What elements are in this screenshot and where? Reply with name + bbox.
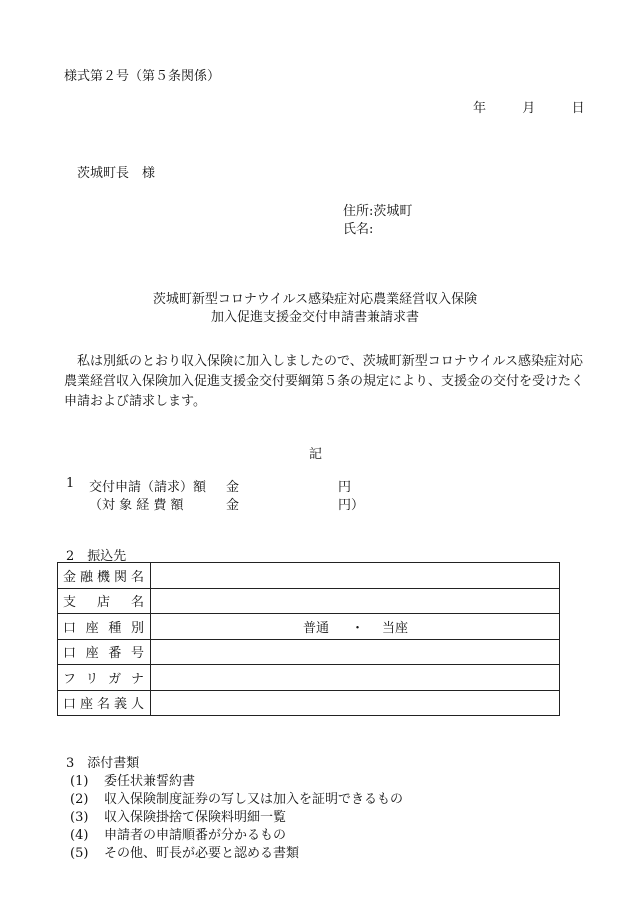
table-row xyxy=(58,690,560,716)
account-number-label: 口座番号 xyxy=(58,639,151,665)
applicant-name: 氏名: xyxy=(343,222,374,237)
expense-label: （対 象 経 費 額 xyxy=(89,498,184,513)
bank-name-label: 金融機関名 xyxy=(58,563,151,589)
date-month: 月 xyxy=(522,101,536,116)
date-day: 日 xyxy=(571,101,585,116)
list-item: (3) 収入保険掛捨て保険料明細一覧 xyxy=(70,810,287,825)
account-type-current[interactable]: 当座 xyxy=(382,620,409,636)
table-row xyxy=(58,563,560,589)
table-row xyxy=(58,639,560,665)
document-title-line1: 茨城町新型コロナウイルス感染症対応農業経営収入保険 xyxy=(152,292,478,307)
section1-number: 1 xyxy=(66,476,75,491)
table-row xyxy=(58,665,560,691)
body-text: 私は別紙のとおり収入保険に加入しましたので、茨城町新型コロナウイルス感染症対応農業経営収入保険加入促進支援金交付要綱第５条の規定により、支援金の交付を受けたく申請および請求します。 xyxy=(64,354,585,409)
expense-unit: 円） xyxy=(338,498,365,513)
section2-heading: 2 振込先 xyxy=(66,549,127,564)
expense-prefix: 金 xyxy=(226,498,240,513)
table-row xyxy=(58,614,560,640)
account-type-separator: ・ xyxy=(351,620,365,636)
account-holder-field[interactable] xyxy=(151,690,560,716)
addressee: 茨城町長 様 xyxy=(77,166,156,181)
list-item: (4) 申請者の申請順番が分かるもの xyxy=(70,828,287,843)
date-line xyxy=(473,97,585,116)
ki-mark: 記 xyxy=(309,447,323,462)
list-item: (2) 収入保険制度証券の写し又は加入を証明できるもの xyxy=(70,792,404,807)
document-title-line2: 加入促進支援金交付申請書兼請求書 xyxy=(210,310,419,325)
account-type-label: 口座種別 xyxy=(58,614,151,640)
form-number: 様式第２号（第５条関係） xyxy=(64,69,221,84)
table-row xyxy=(58,588,560,614)
amount-prefix: 金 xyxy=(226,480,240,495)
list-item: (1) 委任状兼誓約書 xyxy=(70,774,196,789)
list-item: (5) その他、町長が必要と認める書類 xyxy=(70,846,300,861)
bank-account-table xyxy=(57,562,560,716)
account-type-ordinary[interactable]: 普通 xyxy=(303,620,330,636)
amount-unit: 円 xyxy=(338,480,352,495)
branch-name-label: 支店名 xyxy=(58,588,151,614)
amount-label: 交付申請（請求）額 xyxy=(89,480,207,495)
branch-name-field[interactable] xyxy=(151,588,560,614)
account-holder-label: 口座名義人 xyxy=(58,690,151,716)
applicant-address: 住所:茨城町 xyxy=(343,204,413,219)
account-number-field[interactable] xyxy=(151,639,560,665)
date-year: 年 xyxy=(473,101,487,116)
furigana-field[interactable] xyxy=(151,665,560,691)
account-type-field[interactable] xyxy=(151,614,560,640)
section3-heading: 3 添付書類 xyxy=(66,756,140,771)
bank-name-field[interactable] xyxy=(151,563,560,589)
furigana-label: フリガナ xyxy=(58,665,151,691)
